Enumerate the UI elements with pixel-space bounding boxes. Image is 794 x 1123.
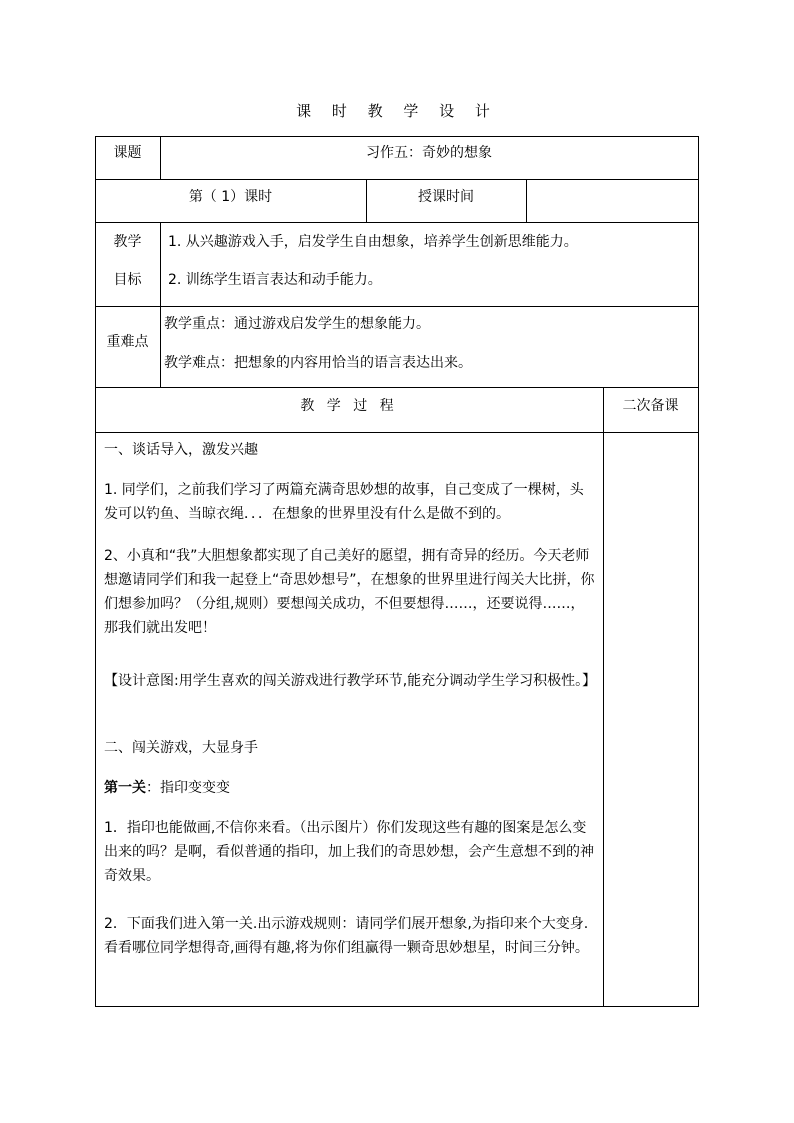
table-rule-4	[95, 387, 699, 388]
table-border-bottom	[95, 1006, 699, 1007]
objective-item-1: 1. 从兴趣游戏入手，启发学生自由想象，培养学生创新思维能力。	[168, 234, 578, 250]
table-border-top	[95, 136, 699, 137]
paragraph-1: 1. 同学们，之前我们学习了两篇充满奇思妙想的故事，自己变成了一棵树，头发可以钓鱼、当晾衣绳．．．在想象的世界里没有什么是做不到的。	[104, 482, 584, 522]
paragraph-4: 2．下面我们进入第一关.出示游戏规则：请同学们展开想象,为指印来个大变身.看看哪位同学想得奇,画得有趣,将为你们组赢得一颗奇思妙想星，时间三分钟。	[104, 916, 589, 956]
process-header: 教 学 过 程	[300, 398, 398, 414]
level1-bold: 第一关	[104, 780, 146, 796]
period-label: 第（ 1）课时	[188, 189, 273, 205]
table-border-right	[698, 136, 699, 1007]
section1-title: 一、谈话导入，激发兴趣	[104, 442, 258, 458]
table-border-left	[95, 136, 96, 1007]
table-rule-1	[95, 179, 699, 180]
objective-item-2: 2. 训练学生语言表达和动手能力。	[168, 272, 382, 288]
label-column-divider-mid	[160, 222, 161, 388]
key-focus: 教学重点：通过游戏启发学生的想象能力。	[164, 316, 430, 332]
paragraph-2: 2、小真和“我”大胆想象都实现了自己美好的愿望，拥有奇异的经历。今天老师想邀请同学们和我一起登上“奇思妙想号”，在想象的世界里进行闯关大比拼，你们想参加吗？（分组,规则）要想闯关成功，不但要想得……，还要说得……，那我们就出发吧！	[104, 548, 595, 636]
design-intent: 【设计意图:用学生喜欢的闯关游戏进行教学环节,能充分调动学生学习积极性。】	[104, 673, 597, 689]
topic-value: 习作五：奇妙的想象	[366, 145, 492, 161]
section2-title: 二、闯关游戏，大显身手	[104, 740, 258, 756]
second-prep-divider	[603, 387, 604, 1007]
topic-label: 课题	[113, 145, 142, 161]
objectives-label-line1: 教学	[113, 234, 142, 250]
table-rule-2	[95, 222, 699, 223]
objectives-label-line2: 目标	[113, 272, 142, 288]
table-rule-3	[95, 306, 699, 307]
key-points-label: 重难点	[106, 334, 149, 350]
teach-time-label: 授课时间	[418, 189, 474, 205]
key-difficulty: 教学难点：把想象的内容用恰当的语言表达出来。	[164, 355, 472, 371]
level1-rest: ：指印变变变	[146, 780, 230, 796]
document-title: 课 时 教 学 设 计	[296, 102, 498, 120]
paragraph-3: 1．指印也能做画,不信你来看。（出示图片）你们发现这些有趣的图案是怎么变出来的吗？是啊，看似普通的指印，加上我们的奇思妙想，会产生意想不到的神奇效果。	[104, 820, 594, 884]
second-prep-header: 二次备课	[622, 398, 679, 414]
time-divider	[526, 179, 527, 223]
level1-title	[104, 776, 596, 800]
table-rule-5	[95, 432, 699, 433]
